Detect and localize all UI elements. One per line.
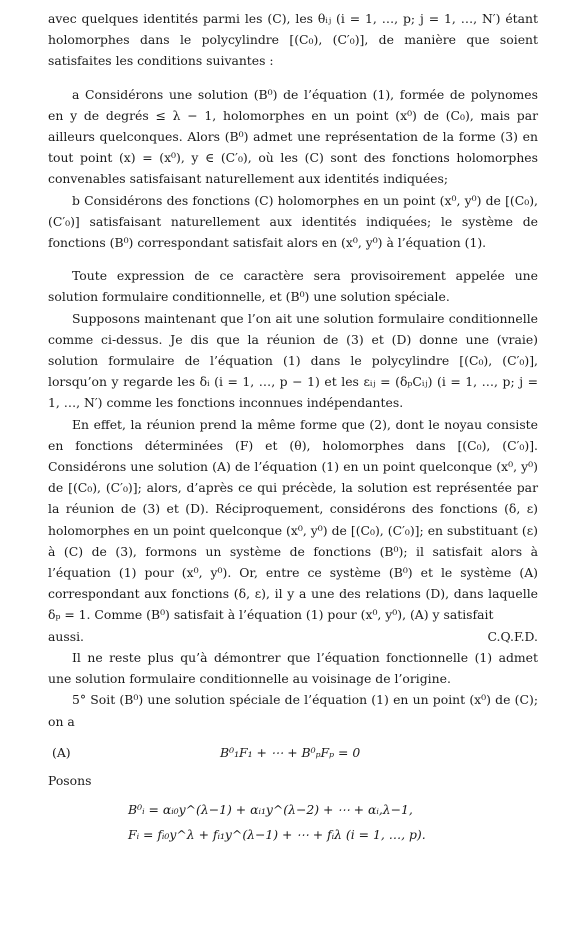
paragraph-condition-b: b Considérons des fonctions (C) holomorphes en un point (x⁰, y⁰) de [(C₀), (C′₀)] satisfaisant naturellement aux identités indiquées; le système de fonctions (B⁰) correspondant satisfait alors en (x⁰, y⁰) à l’équation (1). xyxy=(48,192,538,251)
posons-label: Posons xyxy=(48,772,92,788)
formula-block xyxy=(48,799,538,849)
paragraph-condition-a: a Considérons une solution (B⁰) de l’équation (1), formée de polynomes en y de degrés ≤ λ − 1, holomorphes en un point (x⁰) de (C₀), mais par ailleurs quelconques. Alors (B⁰) admet une représentation de la forme (3) en tout point (x) = (x⁰), y ∈ (C′₀), où les (C) sont des fonctions holomorphes convenables satisfaisant naturellement aux identités indiquées; xyxy=(48,86,538,187)
qed-line-text: aussi. xyxy=(48,628,84,644)
equation-formula: B⁰₁F₁ + ⋯ + B⁰ₚFₚ = 0 xyxy=(220,745,361,761)
paragraph-step-5: 5° Soit (B⁰) une solution spéciale de l’équation (1) en un point (x⁰) de (C); on a xyxy=(48,692,538,729)
equation-A xyxy=(48,736,538,770)
paragraph-intro: avec quelques identités parmi les (C), les θᵢⱼ (i = 1, …, p; j = 1, …, N′) étant holomorphes dans le polycylindre [(C₀), (C′₀)], de manière que soient satisfaites les conditions suivantes : xyxy=(48,11,538,69)
formula-F: Fᵢ = fᵢ₀y^λ + fᵢ₁y^(λ−1) + ⋯ + fᵢλ (i = 1, …, p). xyxy=(128,826,426,842)
qed-line xyxy=(48,626,538,647)
paragraph-remaining: Il ne reste plus qu’à démontrer que l’équation fonctionnelle (1) admet une solution formulaire conditionnelle au voisinage de l’origine. xyxy=(48,649,538,687)
formula-B: B⁰ᵢ = αᵢ₀y^(λ−1) + αᵢ₁y^(λ−2) + ⋯ + αᵢ,λ−1, xyxy=(128,801,413,817)
paragraph-definition: Toute expression de ce caractère sera provisoirement appelée une solution formulaire conditionnelle, et (B⁰) une solution spéciale. xyxy=(48,268,538,305)
paragraph-claim: Supposons maintenant que l’on ait une solution formulaire conditionnelle comme ci-dessus. Je dis que la réunion de (3) et (D) donne une (vraie) solution formulaire de l’équation (1) dans le polycylindre [(C₀), (C′₀)], lorsqu’on y regarde les δᵢ (i = 1, …, p − 1) et les εᵢⱼ = (δₚCᵢⱼ) (i = 1, …, p; j = 1, …, N′) comme les fonctions inconnues indépendantes. xyxy=(48,310,538,411)
paragraph-proof: En effet, la réunion prend la même forme que (2), dont le noyau consiste en fonctions déterminées (F) et (θ), holomorphes dans [(C₀), (C′₀)]. Considérons une solution (A) de l’équation (1) en un point quelconque (x⁰, y⁰) de [(C₀), (C′₀)]; alors, d’après ce qui précède, la solution est représentée par la réunion de (3) et (D). Réciproquement, considérons des fonctions (δ, ε) holomorphes en un point quelconque (x⁰, y⁰) de [(C₀), (C′₀)]; en substituant (ε) à (C) de (3), formons un système de fonctions (B⁰); il satisfait alors à l’équation (1) pour (x⁰, y⁰). Or, entre ce système (B⁰) et le système (A) correspondant aux fonctions (δ, ε), il y a une des relations (D), dans laquelle δₚ = 1. Comme (B⁰) satisfait à l’équation (1) pour (x⁰, y⁰), (A) y satisfait xyxy=(48,416,538,623)
qed-mark: C.Q.F.D. xyxy=(487,628,538,644)
equation-label: (A) xyxy=(52,745,71,761)
